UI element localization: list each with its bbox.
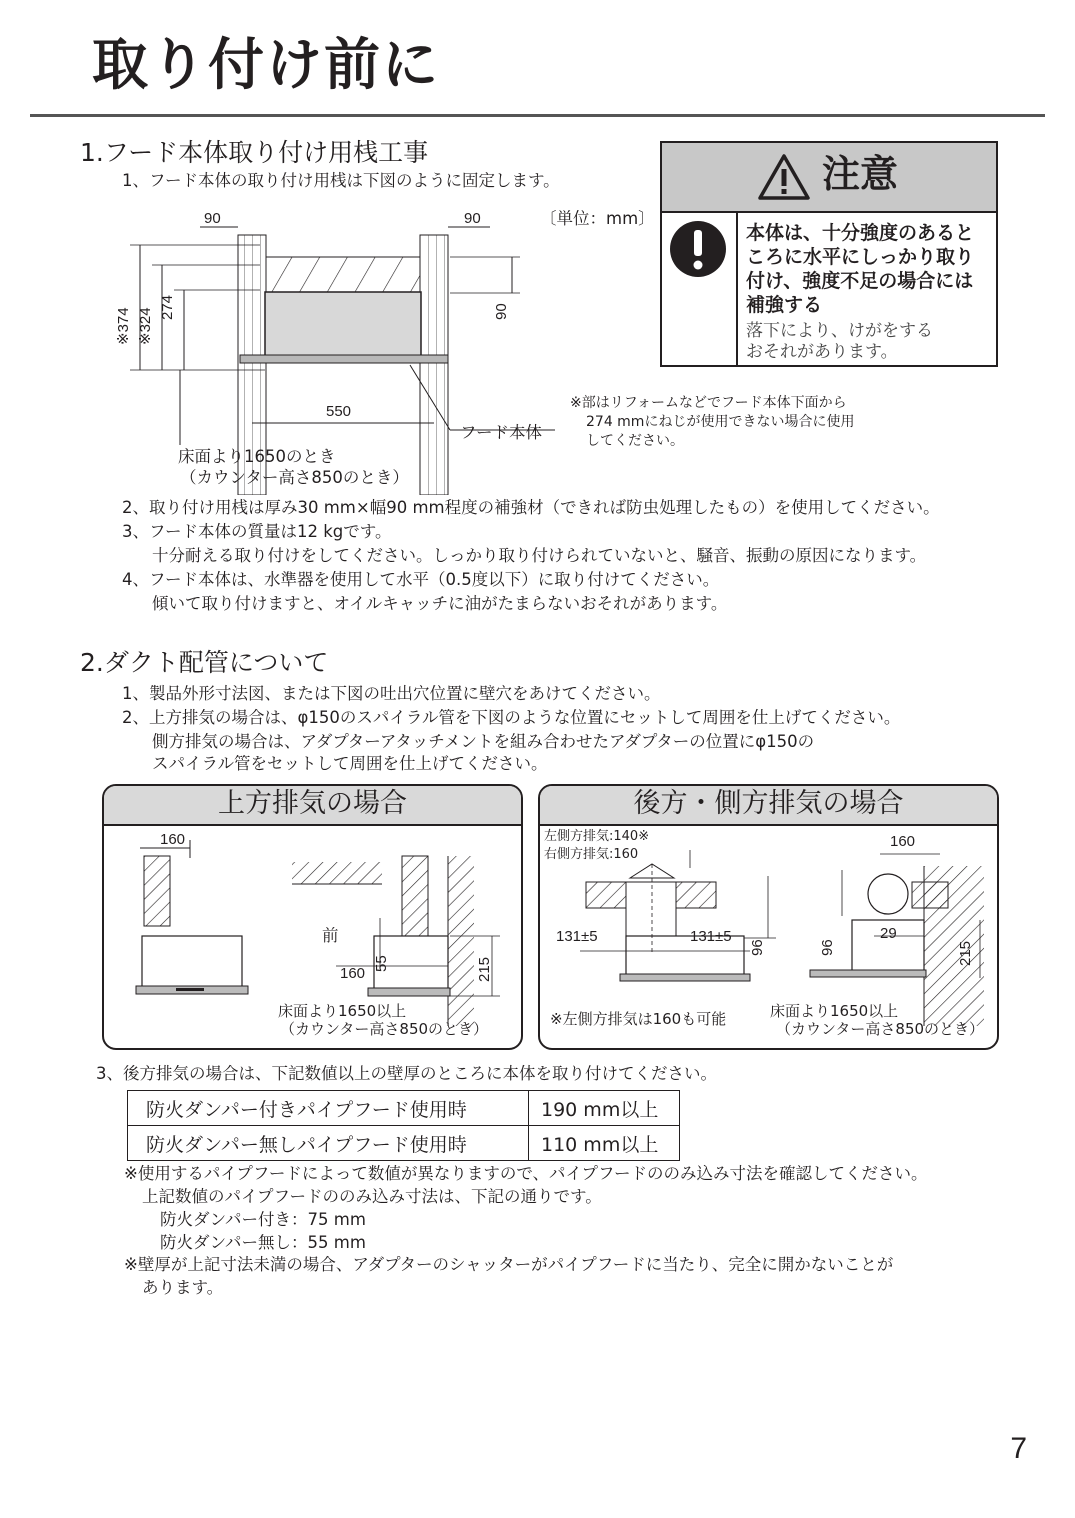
- panel-rear-exhaust-title: 後方・側方排気の場合: [633, 788, 904, 819]
- dim-rear-29: 29: [880, 925, 897, 942]
- caution-line-3: 付け、強度不足の場合には: [746, 270, 974, 292]
- reform-note-2: 274 mmにねじが使用できない場合に使用: [586, 414, 855, 430]
- page-number: 7: [1010, 1432, 1027, 1465]
- panel-rear-exhaust: [538, 784, 999, 1050]
- counter-height-label: （カウンター高さ850のとき）: [180, 468, 409, 487]
- dim-rear-160: 160: [890, 833, 916, 850]
- dim-right-90: 90: [464, 210, 481, 227]
- caution-subtext: [746, 321, 933, 363]
- left-side-exhaust-label: 左側方排気:140※: [544, 829, 650, 844]
- note-4: 防火ダンパー無し：55 mm: [160, 1233, 366, 1252]
- note-2: 上記数値のパイプフードののみ込み寸法は、下記の通りです。: [142, 1187, 602, 1206]
- caution-line-4: 補強する: [746, 294, 823, 316]
- dim-274: 274: [159, 294, 176, 320]
- caution-text: [746, 221, 974, 317]
- right-side-exhaust-label: 右側方排気:160: [544, 847, 639, 862]
- dim-left-90: 90: [204, 210, 221, 227]
- section1-item1: 1、フード本体の取り付け用桟は下図のように固定します。: [122, 171, 560, 190]
- section1-item3: 3、フード本体の質量は12 kgです。: [122, 522, 392, 541]
- warning-triangle-icon: [758, 153, 810, 201]
- page-title: 取り付け前に: [92, 33, 440, 98]
- unit-label: 〔単位：mm〕: [540, 209, 655, 228]
- table-row: [128, 1126, 680, 1161]
- section2-item2-detail-1: 側方排気の場合は、アダプターアタッチメントを組み合わせたアダプターの位置にφ150の: [152, 732, 815, 751]
- table-row: [128, 1091, 680, 1126]
- caution-icon-cell: [662, 211, 738, 365]
- table-cell-value: 110 mm以上: [529, 1126, 680, 1161]
- left-exhaust-note: ※左側方排気は160も可能: [550, 1010, 727, 1028]
- dim-324: ※324: [137, 307, 154, 345]
- caution-title: 注意: [822, 152, 899, 196]
- note-1: ※使用するパイプフードによって数値が異なりますので、パイプフードののみ込み寸法を確認してください。: [124, 1164, 928, 1183]
- dim-top-55: 55: [373, 955, 390, 972]
- dim-550: 550: [326, 403, 352, 420]
- dim-top-160b: 160: [340, 965, 366, 982]
- table-cell-label: 防火ダンパー無しパイプフード使用時: [128, 1126, 529, 1161]
- caution-sub-line-2: おそれがあります。: [746, 342, 898, 362]
- dim-rear-96b: 96: [819, 939, 836, 956]
- section2-item2: 2、上方排気の場合は、φ150のスパイラル管を下図のような位置にセットして周囲を仕上げてください。: [122, 708, 901, 727]
- caution-line-1: 本体は、十分強度のあると: [746, 222, 975, 244]
- dim-131a: 131±5: [556, 928, 598, 945]
- dim-rear-215: 215: [957, 940, 974, 966]
- section2-heading: 2.ダクト配管について: [80, 648, 329, 677]
- panel-top-exhaust: [102, 784, 523, 1050]
- note-5: ※壁厚が上記寸法未満の場合、アダプターのシャッターがパイプフードに当たり、完全に開かないことが: [124, 1255, 894, 1274]
- section1-heading: 1.フード本体取り付け用桟工事: [80, 138, 429, 167]
- dim-131b: 131±5: [690, 928, 732, 945]
- top-counter-label: （カウンター高さ850のとき）: [280, 1020, 489, 1038]
- hood-body-label: フード本体: [460, 423, 543, 442]
- section1-item4: 4、フード本体は、水準器を使用して水平（0.5度以下）に取り付けてください。: [122, 570, 720, 589]
- title-divider: [30, 114, 1045, 117]
- wall-thickness-table: [127, 1090, 680, 1161]
- caution-sub-line-1: 落下により、けがをする: [746, 321, 933, 341]
- note-3: 防火ダンパー付き：75 mm: [160, 1210, 366, 1229]
- caution-header: [662, 143, 996, 213]
- section1-item4-detail: 傾いて取り付けますと、オイルキャッチに油がたまらないおそれがあります。: [152, 594, 728, 613]
- panel-top-exhaust-title: 上方排気の場合: [218, 788, 407, 819]
- dim-374: ※374: [115, 307, 132, 345]
- caution-line-2: ころに水平にしっかり取り: [746, 246, 975, 268]
- note-6: あります。: [142, 1278, 224, 1297]
- dim-top-215: 215: [476, 956, 493, 982]
- reform-note-3: してください。: [586, 433, 684, 449]
- dim-rear-96a: 96: [749, 939, 766, 956]
- section1-item3-detail: 十分耐える取り付けをしてください。しっかり取り付けられていないと、騒音、振動の原因になります。: [152, 546, 927, 565]
- exclamation-icon: [668, 219, 728, 279]
- rear-counter-label: （カウンター高さ850のとき）: [776, 1020, 985, 1038]
- top-floor-label: 床面より1650以上: [278, 1002, 407, 1020]
- front-label: 前: [322, 926, 339, 945]
- rear-floor-label: 床面より1650以上: [770, 1002, 899, 1020]
- section1-item2: 2、取り付け用桟は厚み30 mm×幅90 mm程度の補強材（できれば防虫処理したもの）を使用してください。: [122, 498, 940, 517]
- table-cell-value: 190 mm以上: [529, 1091, 680, 1126]
- dim-side-90: 90: [493, 303, 510, 320]
- reform-note-1: ※部はリフォームなどでフード本体下面から: [570, 395, 847, 411]
- dim-top-160a: 160: [160, 831, 186, 848]
- table-cell-label: 防火ダンパー付きパイプフード使用時: [128, 1091, 529, 1126]
- section2-item1: 1、製品外形寸法図、または下図の吐出穴位置に壁穴をあけてください。: [122, 684, 661, 703]
- floor-height-label: 床面より1650のとき: [178, 447, 336, 466]
- section2-item2-detail-2: スパイラル管をセットして周囲を仕上げてください。: [152, 754, 548, 773]
- caution-box: [660, 141, 998, 367]
- section2-item3: 3、後方排気の場合は、下記数値以上の壁厚のところに本体を取り付けてください。: [96, 1064, 717, 1083]
